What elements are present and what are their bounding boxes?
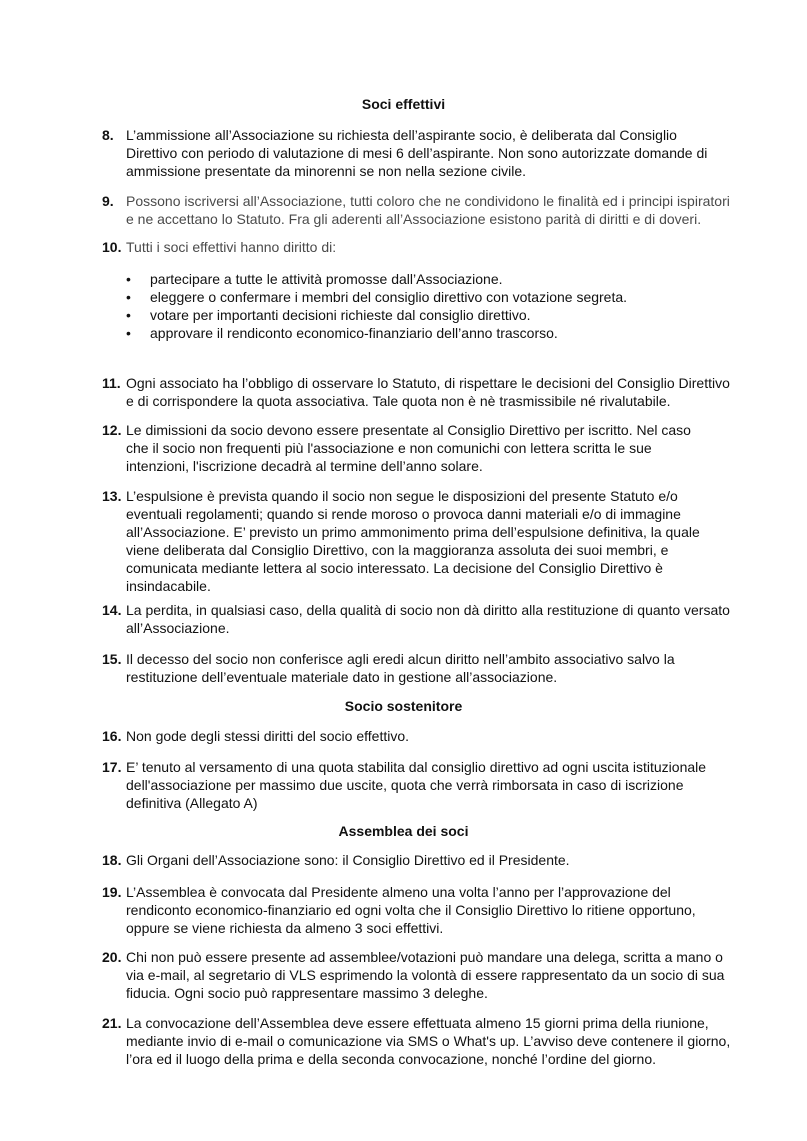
article-17 bbox=[102, 758, 782, 812]
section-heading-socio-sostenitore: Socio sostenitore bbox=[344, 698, 463, 714]
article-14 bbox=[102, 601, 782, 637]
article-number: 17. bbox=[102, 759, 122, 775]
article-text: La convocazione dell’Assemblea deve essere effettuata almeno 15 giorni prima della riunione, mediante invio di e-mail o comunicazione via SMS o What's up. L’avviso deve contenere il giorno, l’ora ed il luogo della prima e della seconda convocazione, nonché l’ordine del giorno. bbox=[126, 1015, 731, 1067]
article-number: 16. bbox=[102, 728, 122, 744]
article-15 bbox=[102, 650, 782, 686]
article-text: Chi non può essere presente ad assemblee/votazioni può mandare una delega, scritta a mano o via e-mail, al segretario di VLS esprimendo la volontà di essere rappresentato da un socio di sua fiducia. Ogni socio può rappresentare massimo 3 deleghe. bbox=[126, 949, 725, 1001]
article-text: L’espulsione è prevista quando il socio non segue le disposizioni del presente Statuto e/o eventuali regolamenti; quando si rende moroso o provoca danni materiali e/o di immagine all’Associazione. E’ previsto un primo ammonimento prima dell’espulsione definitiva, la quale viene deliberata dal Consiglio Direttivo, con la maggioranza assoluta dei suoi membri, e comunicata mediante lettera al socio interessato. La decisione del Consiglio Direttivo è insindacabile. bbox=[126, 488, 700, 594]
section-heading-assemblea: Assemblea dei soci bbox=[338, 823, 469, 839]
article-16 bbox=[102, 727, 782, 745]
article-text: L’Assemblea è convocata dal Presidente almeno una volta l’anno per l’approvazione del rendiconto economico-finanziario ed ogni volta che il Consiglio Direttivo lo ritiene opportuno, oppure se viene richiesta da almeno 3 soci effettivi. bbox=[126, 884, 696, 936]
list-item: • votare per importanti decisioni richieste dal consiglio direttivo. bbox=[126, 306, 766, 324]
article-number: 10. bbox=[102, 239, 122, 255]
article-text: Le dimissioni da socio devono essere presentate al Consiglio Direttivo per iscritto. Nel caso che il socio non frequenti più l'associazione e non comunichi con lettera scritta le sue intenzioni, l'iscrizione decadrà al termine dell’anno solare. bbox=[126, 422, 691, 474]
article-number: 18. bbox=[102, 852, 122, 868]
rights-list bbox=[126, 270, 766, 342]
article-11 bbox=[102, 374, 782, 410]
article-18 bbox=[102, 851, 782, 869]
article-text: Il decesso del socio non conferisce agli eredi alcun diritto nell’ambito associativo salvo la restituzione dell’eventuale materiale dato in gestione all’associazione. bbox=[126, 651, 675, 685]
article-text: Gli Organi dell’Associazione sono: il Consiglio Direttivo ed il Presidente. bbox=[126, 852, 570, 868]
article-text: E’ tenuto al versamento di una quota stabilita dal consiglio direttivo ad ogni uscita istituzionale dell'associazione per massimo due uscite, quota che verrà rimborsata in caso di iscrizione definitiva (Allegato A) bbox=[126, 759, 707, 811]
article-text: L’ammissione all’Associazione su richiesta dell’aspirante socio, è deliberata dal Consiglio Direttivo con periodo di valutazione di mesi 6 dell’aspirante. Non sono autorizzate domande di ammissione presentate da minorenni se non nella sezione civile. bbox=[126, 127, 708, 179]
article-9 bbox=[102, 192, 782, 228]
article-8 bbox=[102, 126, 782, 180]
article-number: 8. bbox=[102, 127, 114, 143]
article-number: 21. bbox=[102, 1015, 122, 1031]
article-20 bbox=[102, 948, 782, 1002]
article-number: 14. bbox=[102, 602, 122, 618]
list-item: • partecipare a tutte le attività promosse dall’Associazione. bbox=[126, 270, 766, 288]
article-number: 11. bbox=[102, 375, 121, 391]
article-number: 15. bbox=[102, 651, 122, 667]
list-item: • eleggere o confermare i membri del consiglio direttivo con votazione segreta. bbox=[126, 288, 766, 306]
article-10 bbox=[102, 238, 782, 256]
article-13 bbox=[102, 487, 782, 595]
article-number: 9. bbox=[102, 193, 114, 209]
article-text: Possono iscriversi all’Associazione, tutti coloro che ne condividono le finalità ed i principi ispiratori e ne accettano lo Statuto. Fra gli aderenti all’Associazione esistono parità di diritti e di doveri. bbox=[126, 193, 730, 227]
article-text: Non gode degli stessi diritti del socio effettivo. bbox=[126, 728, 410, 744]
article-number: 20. bbox=[102, 949, 122, 965]
article-text: Tutti i soci effettivi hanno diritto di: bbox=[126, 239, 337, 255]
article-number: 19. bbox=[102, 884, 122, 900]
article-number: 12. bbox=[102, 422, 122, 438]
article-text: La perdita, in qualsiasi caso, della qualità di socio non dà diritto alla restituzione di quanto versato all’Associazione. bbox=[126, 602, 730, 636]
list-item: • approvare il rendiconto economico-finanziario dell’anno trascorso. bbox=[126, 324, 766, 342]
article-text: Ogni associato ha l’obbligo di osservare lo Statuto, di rispettare le decisioni del Consiglio Direttivo e di corrispondere la quota associativa. Tale quota non è nè trasmissibile né rivalutabile. bbox=[126, 375, 730, 409]
article-12 bbox=[102, 421, 782, 475]
article-21 bbox=[102, 1014, 782, 1068]
section-heading-soci-effettivi: Soci effettivi bbox=[361, 96, 446, 112]
article-19 bbox=[102, 883, 782, 937]
article-number: 13. bbox=[102, 488, 122, 504]
